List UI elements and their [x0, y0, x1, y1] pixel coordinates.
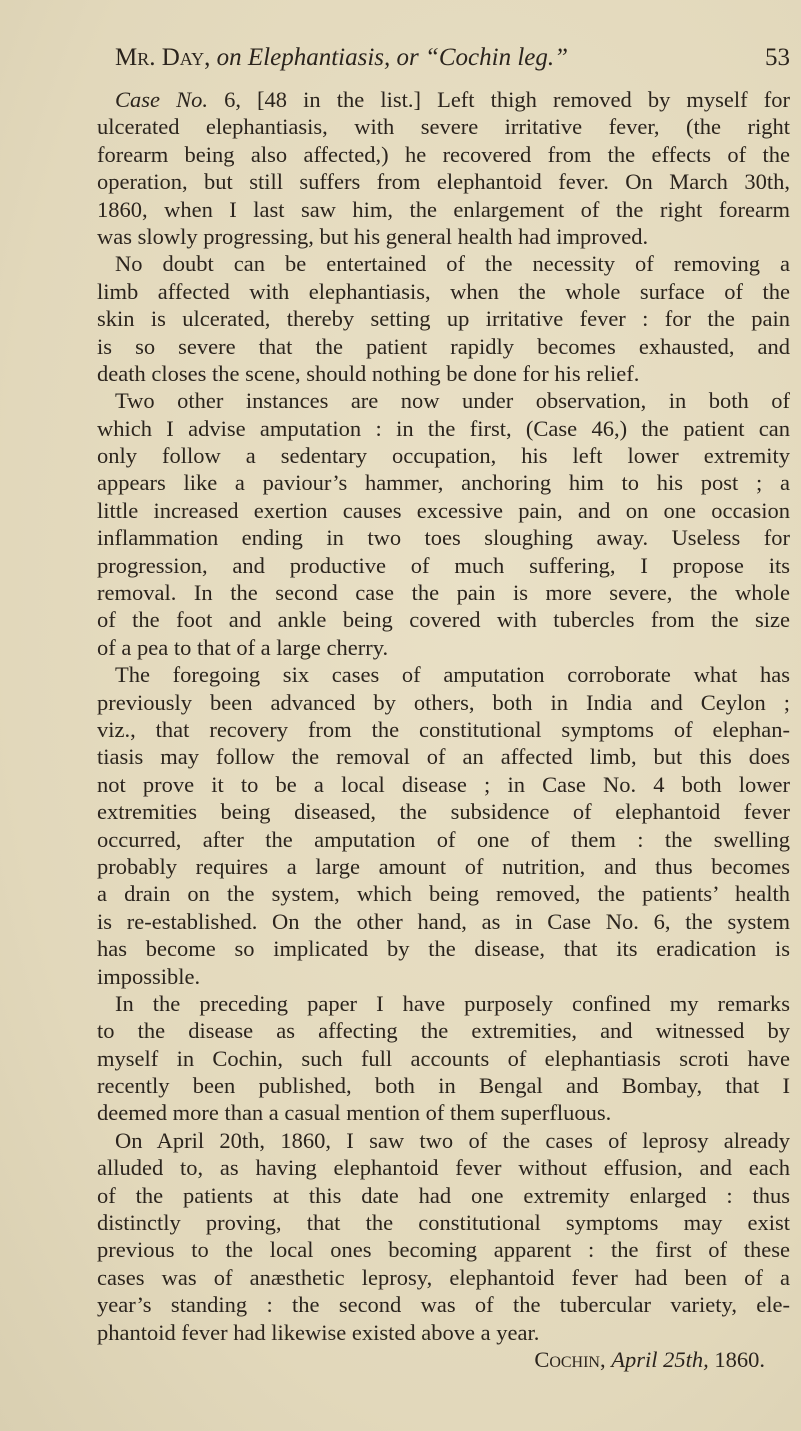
- text-line: [97, 168, 790, 195]
- text-line: [97, 963, 790, 990]
- text-segment: phantoid fever had likewise existed above a year.: [97, 1319, 540, 1345]
- text-line: [97, 469, 790, 496]
- text-segment: previously been advanced by others, both in India and Ceylon ;: [97, 689, 790, 715]
- text-segment: death closes the scene, should nothing be done for his relief.: [97, 360, 640, 386]
- text-segment: extremities being diseased, the subsidence of elephantoid fever: [97, 799, 790, 825]
- text-segment: forearm being also affected,) he recovered from the effects of the: [97, 141, 790, 167]
- text-line: [97, 250, 790, 277]
- text-segment: ulcerated elephantiasis, with severe irritative fever, (the right: [97, 114, 790, 140]
- text-segment: of the foot and ankle being covered with tubercles from the size: [97, 607, 790, 633]
- text-line: [97, 360, 790, 387]
- text-line: [97, 305, 790, 332]
- text-segment: little increased exertion causes excessive pain, and on one occasion: [97, 497, 790, 523]
- text-segment: of the patients at this date had one extremity enlarged : thus: [97, 1182, 790, 1208]
- text-line: [97, 415, 790, 442]
- text-line: [97, 1072, 790, 1099]
- text-segment: operation, but still suffers from elephantoid fever. On March 30th,: [97, 169, 790, 195]
- text-line: [97, 798, 790, 825]
- text-segment: cases was of anæsthetic leprosy, elephantoid fever had been of a: [97, 1264, 790, 1290]
- text-segment: probably requires a large amount of nutrition, and thus becomes: [97, 853, 790, 879]
- text-segment: Case No.: [115, 87, 208, 112]
- text-line: [97, 689, 790, 716]
- text-segment: occurred, after the amputation of one of them : the swelling: [97, 826, 790, 852]
- text-line: [97, 196, 790, 223]
- text-line: [97, 579, 790, 606]
- body-text: [97, 86, 790, 1373]
- text-segment: only follow a sedentary occupation, his left lower extremity: [97, 443, 790, 469]
- text-segment: 6, [48 in the list.] Left thigh removed by myself for: [207, 87, 790, 112]
- text-line: [97, 771, 790, 798]
- text-segment: myself in Cochin, such full accounts of elephantiasis scroti have: [97, 1045, 790, 1071]
- text-segment: year’s standing : the second was of the tubercular variety, ele-: [97, 1292, 790, 1318]
- text-segment: The foregoing six cases of amputation corroborate what has: [115, 662, 790, 688]
- header-article-title: on Elephantiasis, or “Cochin leg.”: [216, 44, 569, 71]
- text-segment: Two other instances are now under observation, in both of: [115, 388, 790, 414]
- text-line: [97, 497, 790, 524]
- signature-line: [97, 1346, 790, 1373]
- text-segment: limb affected with elephantiasis, when the whole surface of the: [97, 278, 790, 304]
- text-segment: distinctly proving, that the constitutional symptoms may exist: [97, 1210, 790, 1236]
- text-line: [97, 606, 790, 633]
- text-line: [97, 908, 790, 935]
- text-segment: skin is ulcerated, thereby setting up irritative fever : for the pain: [97, 306, 790, 332]
- text-line: [97, 716, 790, 743]
- header-author: Mr. Day,: [115, 44, 211, 71]
- text-line: [97, 1099, 790, 1126]
- text-line: [97, 634, 790, 661]
- text-line: [97, 990, 790, 1017]
- text-line: [97, 86, 790, 113]
- running-header: [115, 44, 790, 76]
- text-segment: previous to the local ones becoming apparent : the first of these: [97, 1237, 790, 1263]
- text-line: [97, 1264, 790, 1291]
- text-line: [97, 1017, 790, 1044]
- text-segment: of a pea to that of a large cherry.: [97, 634, 389, 660]
- text-segment: impossible.: [97, 963, 201, 989]
- text-line: [97, 524, 790, 551]
- text-segment: viz., that recovery from the constitutional symptoms of elephan-: [97, 716, 790, 742]
- text-line: [97, 278, 790, 305]
- text-segment: inflammation ending in two toes sloughing away. Useless for: [97, 525, 790, 551]
- text-line: [97, 1291, 790, 1318]
- text-segment: No doubt can be entertained of the necessity of removing a: [115, 251, 790, 277]
- text-segment: removal. In the second case the pain is more severe, the whole: [97, 580, 790, 606]
- text-line: [97, 661, 790, 688]
- text-line: [97, 223, 790, 250]
- text-segment: tiasis may follow the removal of an affected limb, but this does: [97, 744, 790, 770]
- text-line: [97, 442, 790, 469]
- text-line: [97, 1127, 790, 1154]
- text-line: [97, 1209, 790, 1236]
- text-segment: April 25th,: [611, 1346, 709, 1372]
- text-line: [97, 743, 790, 770]
- text-segment: deemed more than a casual mention of them superfluous.: [97, 1100, 612, 1126]
- text-line: [97, 1182, 790, 1209]
- text-segment: progression, and productive of much suffering, I propose its: [97, 552, 790, 578]
- page-number: 53: [765, 44, 790, 71]
- text-segment: a drain on the system, which being removed, the patients’ health: [97, 881, 790, 907]
- text-segment: In the preceding paper I have purposely confined my remarks: [115, 990, 790, 1016]
- text-line: [97, 935, 790, 962]
- text-segment: 1860.: [708, 1346, 765, 1372]
- text-segment: appears like a paviour’s hammer, anchoring him to his post ; a: [97, 470, 790, 496]
- header-title: [115, 44, 568, 72]
- text-line: [97, 333, 790, 360]
- text-line: [97, 387, 790, 414]
- text-segment: was slowly progressing, but his general health had improved.: [97, 223, 649, 249]
- text-segment: recently been published, both in Bengal and Bombay, that I: [97, 1073, 790, 1099]
- text-line: [97, 141, 790, 168]
- text-line: [97, 1045, 790, 1072]
- text-line: [97, 880, 790, 907]
- text-segment: which I advise amputation : in the first, (Case 46,) the patient can: [97, 415, 790, 441]
- text-line: [97, 826, 790, 853]
- text-segment: 1860, when I last saw him, the enlargement of the right forearm: [97, 196, 790, 222]
- text-segment: to the disease as affecting the extremities, and witnessed by: [97, 1018, 790, 1044]
- text-line: [97, 853, 790, 880]
- text-line: [97, 1154, 790, 1181]
- text-segment: Cochin,: [534, 1346, 612, 1372]
- text-segment: has become so implicated by the disease, that its eradication is: [97, 936, 790, 962]
- text-segment: not prove it to be a local disease ; in Case No. 4 both lower: [97, 771, 790, 797]
- text-line: [97, 1319, 790, 1346]
- text-line: [97, 113, 790, 140]
- text-segment: alluded to, as having elephantoid fever without effusion, and each: [97, 1155, 790, 1181]
- text-line: [97, 552, 790, 579]
- text-segment: is re-established. On the other hand, as in Case No. 6, the system: [97, 908, 790, 934]
- text-segment: On April 20th, 1860, I saw two of the cases of leprosy already: [115, 1127, 790, 1153]
- text-segment: is so severe that the patient rapidly becomes exhausted, and: [97, 333, 790, 359]
- text-line: [97, 1236, 790, 1263]
